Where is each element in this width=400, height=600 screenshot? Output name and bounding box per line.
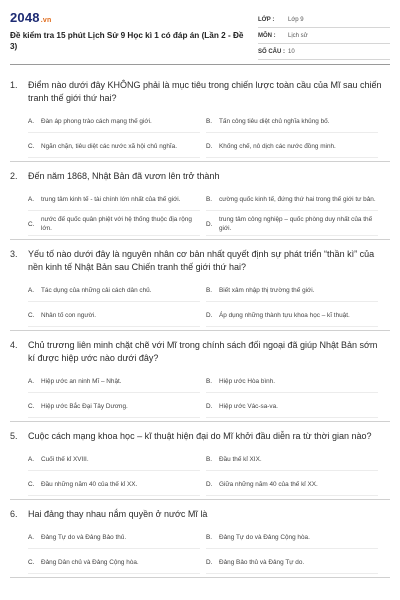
question-text: Hai đảng thay nhau nắm quyền ở nước Mĩ là bbox=[28, 509, 208, 519]
option-text: Hiệp ước Vác-sa-va. bbox=[219, 402, 278, 410]
question-divider bbox=[10, 577, 390, 578]
meta-row bbox=[258, 12, 390, 28]
option-text: Hiệp ước Hòa bình. bbox=[219, 377, 276, 385]
answer-option[interactable] bbox=[28, 110, 200, 133]
page-header bbox=[10, 8, 390, 65]
option-letter: A. bbox=[28, 286, 35, 294]
question-divider bbox=[10, 421, 390, 422]
option-letter: D. bbox=[206, 220, 213, 228]
answer-option[interactable] bbox=[28, 448, 200, 471]
meta-row bbox=[258, 28, 390, 44]
option-text: Giữa những năm 40 của thế kỉ XX. bbox=[219, 480, 318, 488]
question-number: 2. bbox=[10, 171, 18, 181]
question-text: Đến năm 1868, Nhật Bản đã vươn lên trở thành bbox=[28, 171, 220, 181]
option-letter: D. bbox=[206, 480, 213, 488]
meta-value: Lớp 9 bbox=[288, 16, 304, 23]
question-stem bbox=[10, 508, 390, 521]
option-letter: C. bbox=[28, 220, 35, 228]
quiz-meta bbox=[258, 12, 390, 60]
quiz-page bbox=[10, 8, 390, 598]
answer-option[interactable] bbox=[28, 370, 200, 393]
answer-option[interactable] bbox=[206, 395, 378, 418]
question-list bbox=[10, 79, 390, 578]
answer-option[interactable] bbox=[206, 473, 378, 496]
question-number: 4. bbox=[10, 340, 18, 350]
answer-option[interactable] bbox=[206, 135, 378, 158]
answer-options bbox=[28, 448, 390, 496]
question-divider bbox=[10, 330, 390, 331]
option-letter: B. bbox=[206, 117, 213, 125]
question-number: 5. bbox=[10, 431, 18, 441]
question-number: 3. bbox=[10, 249, 18, 259]
question-number: 1. bbox=[10, 80, 18, 90]
question-stem bbox=[10, 248, 390, 274]
answer-option[interactable] bbox=[206, 188, 378, 211]
answer-option[interactable] bbox=[206, 110, 378, 133]
option-letter: B. bbox=[206, 195, 213, 203]
question-text: Điểm nào dưới đây KHÔNG phải là mục tiêu trong chiến lược toàn cầu của Mĩ sau chiến tranh thế giới thứ hai? bbox=[28, 80, 382, 103]
answer-option[interactable] bbox=[28, 551, 200, 574]
option-text: cường quốc kinh tế, đứng thứ hai trong thế giới tư bản. bbox=[219, 195, 376, 203]
question-stem bbox=[10, 79, 390, 105]
question-item bbox=[10, 170, 390, 240]
logo-tld: .vn bbox=[40, 17, 52, 24]
question-text: Chủ trương liên minh chặt chẽ với Mĩ trong chính sách đối ngoại đã giúp Nhật Bản sớm kí được hiệp ước nào dưới đây? bbox=[28, 340, 378, 363]
answer-options bbox=[28, 526, 390, 574]
question-item bbox=[10, 79, 390, 162]
question-number: 6. bbox=[10, 509, 18, 519]
answer-option[interactable] bbox=[206, 304, 378, 327]
meta-value: 10 bbox=[288, 48, 295, 55]
option-letter: C. bbox=[28, 311, 35, 319]
site-logo[interactable] bbox=[10, 10, 245, 25]
option-letter: B. bbox=[206, 377, 213, 385]
question-stem bbox=[10, 430, 390, 443]
answer-options bbox=[28, 370, 390, 418]
question-text: Cuộc cách mạng khoa học – kĩ thuật hiện đại do Mĩ khởi đầu diễn ra từ thời gian nào? bbox=[28, 431, 372, 441]
option-text: Áp dụng những thành tựu khoa học – kĩ thuật. bbox=[219, 311, 350, 319]
question-divider bbox=[10, 161, 390, 162]
option-letter: D. bbox=[206, 402, 213, 410]
question-item bbox=[10, 339, 390, 422]
option-letter: A. bbox=[28, 455, 35, 463]
answer-option[interactable] bbox=[28, 279, 200, 302]
option-text: trung tâm công nghiệp – quốc phòng duy nhất của thế giới. bbox=[219, 216, 373, 232]
answer-option[interactable] bbox=[206, 526, 378, 549]
header-left bbox=[10, 8, 245, 60]
option-text: Đầu những năm 40 của thế kỉ XX. bbox=[41, 480, 138, 488]
logo-main: 2048 bbox=[10, 10, 40, 25]
option-letter: D. bbox=[206, 142, 213, 150]
answer-option[interactable] bbox=[28, 188, 200, 211]
option-text: Đảng Bảo thủ và Đảng Tự do. bbox=[219, 558, 305, 566]
option-text: Đảng Tự do và Đảng Cộng hòa. bbox=[219, 533, 310, 541]
option-text: Hiệp ước Bắc Đại Tây Dương. bbox=[41, 402, 128, 410]
option-text: Nhân tố con người. bbox=[41, 311, 97, 319]
option-letter: C. bbox=[28, 558, 35, 566]
answer-option[interactable] bbox=[28, 395, 200, 418]
question-divider bbox=[10, 499, 390, 500]
question-divider bbox=[10, 239, 390, 240]
option-text: Tấn công tiêu diệt chủ nghĩa khủng bố. bbox=[219, 117, 330, 125]
meta-key: MÔN : bbox=[258, 32, 276, 39]
option-text: Đầu thế kỉ XIX. bbox=[219, 455, 262, 463]
answer-options bbox=[28, 188, 390, 236]
option-text: Cuối thế kỉ XVIII. bbox=[41, 455, 89, 463]
option-text: nước đế quốc quân phiệt với hệ thống thuộc địa rộng lớn. bbox=[41, 216, 192, 232]
option-letter: C. bbox=[28, 480, 35, 488]
answer-option[interactable] bbox=[206, 370, 378, 393]
answer-option[interactable] bbox=[28, 526, 200, 549]
question-stem bbox=[10, 170, 390, 183]
option-letter: A. bbox=[28, 195, 35, 203]
option-letter: D. bbox=[206, 558, 213, 566]
option-letter: C. bbox=[28, 402, 35, 410]
option-text: Khống chế, nô dịch các nước đồng minh. bbox=[219, 142, 336, 150]
meta-key: LỚP : bbox=[258, 16, 275, 23]
answer-option[interactable] bbox=[206, 551, 378, 574]
option-text: trung tâm kinh tế - tài chính lớn nhất của thế giới. bbox=[41, 195, 181, 203]
option-letter: B. bbox=[206, 286, 213, 294]
option-letter: A. bbox=[28, 533, 35, 541]
option-text: Hiệp ước an ninh Mĩ – Nhật. bbox=[41, 377, 122, 385]
option-letter: A. bbox=[28, 117, 35, 125]
question-stem bbox=[10, 339, 390, 365]
option-text: Tác dụng của những cải cách dân chủ. bbox=[41, 286, 152, 294]
question-item bbox=[10, 508, 390, 578]
option-text: Đảng Tự do và Đảng Bảo thủ. bbox=[41, 533, 127, 541]
option-letter: A. bbox=[28, 377, 35, 385]
option-letter: C. bbox=[28, 142, 35, 150]
meta-value: Lịch sử bbox=[288, 32, 308, 39]
answer-options bbox=[28, 279, 390, 327]
answer-option[interactable] bbox=[28, 473, 200, 496]
option-text: Biết xâm nhập thị trường thế giới. bbox=[219, 286, 315, 294]
answer-option[interactable] bbox=[28, 304, 200, 327]
question-text: Yếu tố nào dưới đây là nguyên nhân cơ bản nhất quyết định sự phát triển “thần kì” của nền kinh tế Nhật Bản sau Chiến tranh thế giới thứ hai? bbox=[28, 249, 375, 272]
question-item bbox=[10, 430, 390, 500]
option-letter: D. bbox=[206, 311, 213, 319]
answer-option[interactable] bbox=[206, 279, 378, 302]
option-text: Ngăn chặn, tiêu diệt các nước xã hội chủ nghĩa. bbox=[41, 142, 178, 150]
answer-option[interactable] bbox=[28, 135, 200, 158]
answer-option[interactable] bbox=[206, 213, 378, 236]
answer-option[interactable] bbox=[28, 213, 200, 236]
option-text: Đảng Dân chủ và Đảng Cộng hòa. bbox=[41, 558, 139, 566]
meta-key: SỐ CÂU : bbox=[258, 48, 285, 55]
option-letter: B. bbox=[206, 455, 213, 463]
meta-row bbox=[258, 44, 390, 60]
answer-options bbox=[28, 110, 390, 158]
option-letter: B. bbox=[206, 533, 213, 541]
question-item bbox=[10, 248, 390, 331]
answer-option[interactable] bbox=[206, 448, 378, 471]
page-title: Đề kiểm tra 15 phút Lịch Sử 9 Học kì 1 có đáp án (Lần 2 - Đề 3) bbox=[10, 31, 244, 51]
option-text: Đàn áp phong trào cách mạng thế giới. bbox=[41, 117, 152, 125]
